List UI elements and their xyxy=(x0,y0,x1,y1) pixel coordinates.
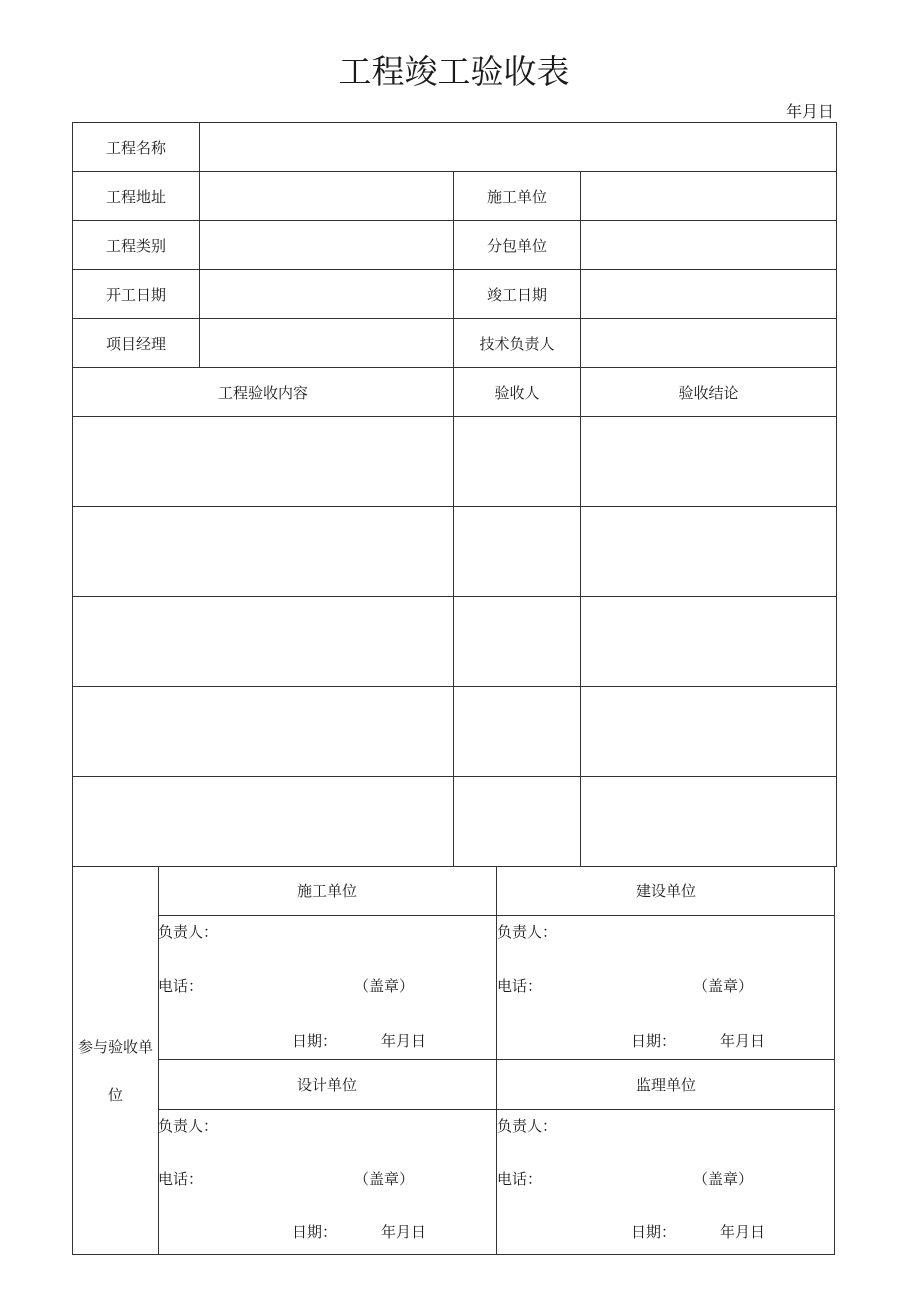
project-type-label: 工程类别 xyxy=(73,221,200,270)
acceptance-content-cell[interactable] xyxy=(73,417,454,507)
acceptance-row xyxy=(73,687,837,777)
project-name-label: 工程名称 xyxy=(73,123,200,172)
conclusion-cell[interactable] xyxy=(581,687,837,777)
acceptance-row xyxy=(73,597,837,687)
conclusion-header: 验收结论 xyxy=(581,368,837,417)
inspector-header: 验收人 xyxy=(454,368,581,417)
seal-label: （盖章） xyxy=(354,1170,415,1188)
seal-label: （盖章） xyxy=(693,1170,754,1188)
unit-name: 设计单位 xyxy=(158,1060,496,1110)
participants-section xyxy=(72,866,835,1255)
seal-label: （盖章） xyxy=(693,977,754,995)
technical-lead-field[interactable] xyxy=(581,319,837,368)
page-title: 工程竣工验收表 xyxy=(338,52,570,91)
inspector-cell[interactable] xyxy=(454,417,581,507)
acceptance-row xyxy=(73,417,837,507)
phone-label[interactable]: 电话： xyxy=(158,1170,204,1188)
project-type-field[interactable] xyxy=(200,221,454,270)
person-in-charge-label[interactable]: 负责人： xyxy=(497,1117,558,1135)
technical-lead-label: 技术负责人 xyxy=(454,319,581,368)
unit-name: 建设单位 xyxy=(497,866,835,916)
person-in-charge-label[interactable]: 负责人： xyxy=(158,1117,219,1135)
inspector-cell[interactable] xyxy=(454,687,581,777)
date-label: 日期： xyxy=(631,1223,677,1241)
seal-label: （盖章） xyxy=(354,977,415,995)
unit-name: 监理单位 xyxy=(497,1060,835,1110)
inspector-cell[interactable] xyxy=(454,507,581,597)
project-address-label: 工程地址 xyxy=(73,172,200,221)
date-label: 日期： xyxy=(631,1032,677,1050)
phone-label[interactable]: 电话： xyxy=(158,977,204,995)
info-row xyxy=(73,123,837,172)
construction-unit-field[interactable] xyxy=(581,172,837,221)
header-date: 年月日 xyxy=(785,102,834,121)
start-date-field[interactable] xyxy=(200,270,454,319)
unit-panel-construction xyxy=(158,866,497,1060)
inspector-cell[interactable] xyxy=(454,597,581,687)
date-value[interactable]: 年月日 xyxy=(720,1223,766,1241)
project-name-field[interactable] xyxy=(200,123,837,172)
phone-label[interactable]: 电话： xyxy=(497,1170,543,1188)
unit-panel-supervision xyxy=(497,1060,835,1254)
acceptance-content-cell[interactable] xyxy=(73,687,454,777)
person-in-charge-label[interactable]: 负责人： xyxy=(497,923,558,941)
participants-label xyxy=(73,866,159,1254)
date-value[interactable]: 年月日 xyxy=(381,1032,427,1050)
info-row xyxy=(73,319,837,368)
unit-name: 施工单位 xyxy=(158,866,496,916)
date-label: 日期： xyxy=(292,1032,338,1050)
participants-label-line1: 参与验收单 xyxy=(77,1038,153,1056)
info-row xyxy=(73,172,837,221)
unit-panel-developer xyxy=(497,866,835,1060)
info-row xyxy=(73,221,837,270)
conclusion-cell[interactable] xyxy=(581,507,837,597)
date-value[interactable]: 年月日 xyxy=(720,1032,766,1050)
inspector-cell[interactable] xyxy=(454,777,581,867)
completion-date-label: 竣工日期 xyxy=(454,270,581,319)
project-manager-label: 项目经理 xyxy=(73,319,200,368)
acceptance-content-cell[interactable] xyxy=(73,597,454,687)
acceptance-content-cell[interactable] xyxy=(73,507,454,597)
acceptance-row xyxy=(73,777,837,867)
date-label: 日期： xyxy=(292,1223,338,1241)
conclusion-cell[interactable] xyxy=(581,417,837,507)
project-manager-field[interactable] xyxy=(200,319,454,368)
acceptance-header-row xyxy=(73,368,837,417)
participants-label-line2: 位 xyxy=(107,1086,123,1104)
phone-label[interactable]: 电话： xyxy=(497,977,543,995)
acceptance-row xyxy=(73,507,837,597)
person-in-charge-label[interactable]: 负责人： xyxy=(158,923,219,941)
info-row xyxy=(73,270,837,319)
unit-panel-design xyxy=(158,1060,497,1254)
acceptance-content-header: 工程验收内容 xyxy=(73,368,454,417)
construction-unit-label: 施工单位 xyxy=(454,172,581,221)
project-address-field[interactable] xyxy=(200,172,454,221)
conclusion-cell[interactable] xyxy=(581,777,837,867)
acceptance-content-cell[interactable] xyxy=(73,777,454,867)
start-date-label: 开工日期 xyxy=(73,270,200,319)
subcontractor-field[interactable] xyxy=(581,221,837,270)
info-table xyxy=(72,122,837,867)
completion-date-field[interactable] xyxy=(581,270,837,319)
date-value[interactable]: 年月日 xyxy=(381,1223,427,1241)
subcontractor-label: 分包单位 xyxy=(454,221,581,270)
conclusion-cell[interactable] xyxy=(581,597,837,687)
